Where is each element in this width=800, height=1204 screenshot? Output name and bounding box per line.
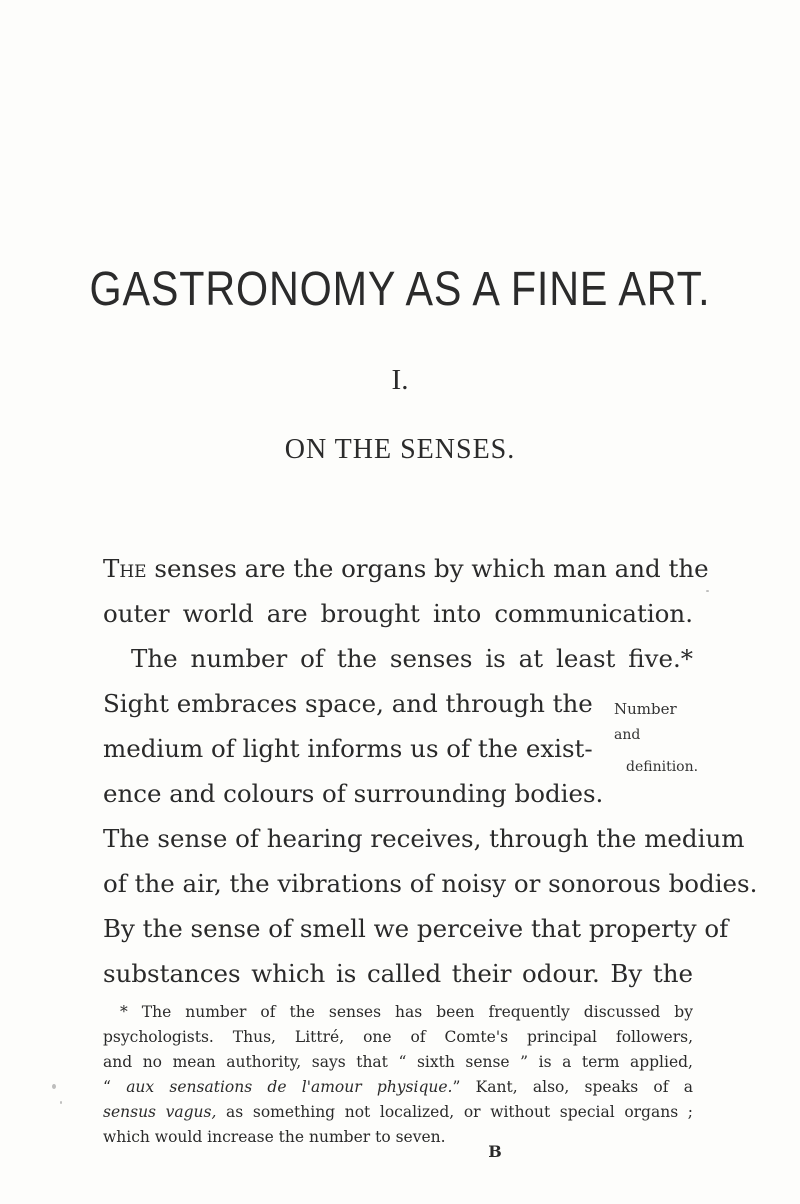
body-line-7: The sense of hearing receives, through the medium bbox=[103, 824, 745, 853]
footnote-line-6: which would increase the number to seven. bbox=[103, 1128, 446, 1146]
footnote-quote-open: “ bbox=[103, 1078, 127, 1096]
footnote-line-4 bbox=[103, 1076, 693, 1098]
chapter-title: ON THE SENSES. bbox=[284, 434, 516, 465]
body-line-10: substances which is called their odour. By the bbox=[103, 959, 693, 988]
footnote-line-5-rest: as something not localized, or without special organs ; bbox=[216, 1103, 694, 1121]
body-line-2: outer world are brought into communication. bbox=[103, 599, 693, 628]
body-line-4: Sight embraces space, and through the bbox=[103, 689, 593, 718]
footnote-latin-phrase: sensus vagus, bbox=[103, 1103, 217, 1121]
body-line-5: medium of light informs us of the exist- bbox=[103, 734, 593, 763]
paper-speck bbox=[52, 1084, 56, 1089]
body-line-3: The number of the senses is at least five.* bbox=[131, 644, 693, 673]
book-title: GASTRONOMY AS A FINE ART. bbox=[89, 263, 711, 316]
footnote-french-phrase: aux sensations de l'amour physique. bbox=[126, 1078, 453, 1096]
footnote-line-5 bbox=[103, 1101, 693, 1123]
sidenote-line-2: and bbox=[614, 727, 641, 743]
chapter-number: I. bbox=[391, 364, 409, 396]
footnote-line-2: psychologists. Thus, Littré, one of Comte's principal followers, bbox=[103, 1028, 693, 1046]
sidenote-line-1: Number bbox=[614, 700, 677, 718]
body-line-9: By the sense of smell we perceive that property of bbox=[103, 914, 729, 943]
body-line-1-text: senses are the organs by which man and the bbox=[146, 554, 709, 583]
opening-word: The bbox=[103, 554, 147, 583]
body-line-6: ence and colours of surrounding bodies. bbox=[103, 779, 604, 808]
body-line-1 bbox=[103, 553, 709, 585]
footnote-line-4-rest: ” Kant, also, speaks of a bbox=[452, 1078, 693, 1096]
footnote-line-3: and no mean authority, says that “ sixth sense ” is a term applied, bbox=[103, 1053, 693, 1071]
signature-mark: B bbox=[488, 1142, 502, 1161]
sidenote-line-3: definition. bbox=[626, 759, 699, 775]
paper-speck bbox=[60, 1101, 62, 1104]
paper-speck bbox=[706, 590, 709, 592]
footnote-line-1: * The number of the senses has been frequently discussed by bbox=[120, 1003, 693, 1021]
body-line-8: of the air, the vibrations of noisy or sonorous bodies. bbox=[103, 869, 758, 898]
